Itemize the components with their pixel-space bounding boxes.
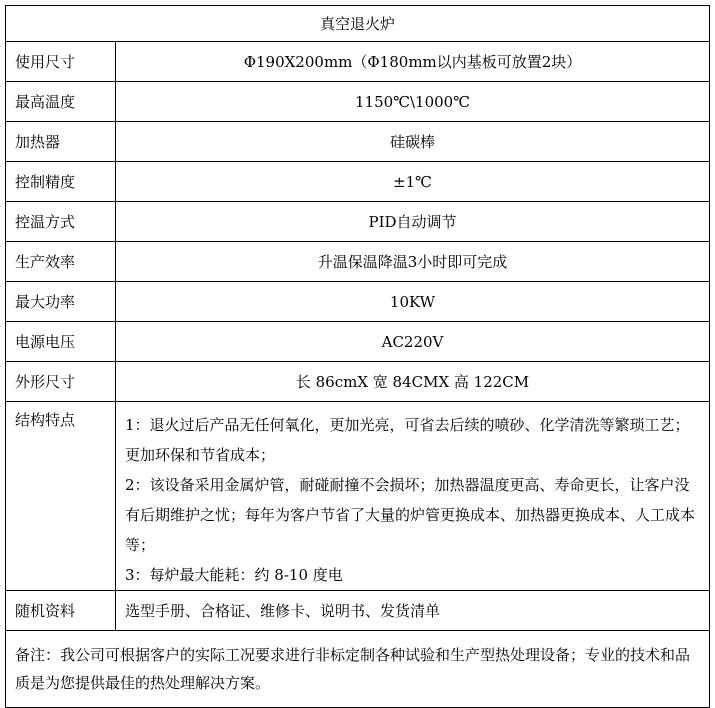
row-value-dimensions: 长 86cmX 宽 84CMX 高 122CM [116,362,710,402]
row-value-accuracy: ±1℃ [116,162,710,202]
row-label-control-mode: 控温方式 [6,202,116,242]
row-value-max-temp: 1150℃\1000℃ [116,82,710,122]
row-label-voltage: 电源电压 [6,322,116,362]
table-row [6,42,710,82]
features-row [6,402,710,591]
table-title-row [6,6,710,42]
row-value-heater: 硅碳棒 [116,122,710,162]
table-row [6,122,710,162]
row-label-power: 最大功率 [6,282,116,322]
row-label-dimensions: 外形尺寸 [6,362,116,402]
accessories-label: 随机资料 [6,591,116,631]
table-title: 真空退火炉 [6,6,710,42]
feature-item: 2：该设备采用金属炉管，耐碰耐撞不会损坏；加热器温度更高、寿命更长，让客户没有后期维护之忧；每年为客户节省了大量的炉管更换成本、加热器更换成本、人工成本等； [125,476,696,554]
features-list [116,402,710,591]
feature-item: 1：退火过后产品无任何氧化，更加光亮，可省去后续的喷砂、化学清洗等繁琐工艺；更加环保和节省成本； [125,416,690,464]
table-row [6,242,710,282]
table-row [6,202,710,242]
note-row [6,631,710,708]
note-text: 备注：我公司可根据客户的实际工况要求进行非标定制各种试验和生产型热处理设备；专业的技术和品质是为您提供最佳的热处理解决方案。 [6,631,710,708]
spec-table [5,5,710,708]
row-label-size: 使用尺寸 [6,42,116,82]
row-value-voltage: AC220V [116,322,710,362]
accessories-value: 选型手册、合格证、维修卡、说明书、发货清单 [116,591,710,631]
table-row [6,322,710,362]
feature-item: 3：每炉最大能耗：约 8-10 度电 [125,566,343,584]
row-value-size: Φ190X200mm（Φ180mm以内基板可放置2块） [116,42,710,82]
row-value-control-mode: PID自动调节 [116,202,710,242]
accessories-row [6,591,710,631]
table-row [6,282,710,322]
row-label-max-temp: 最高温度 [6,82,116,122]
row-label-heater: 加热器 [6,122,116,162]
row-value-power: 10KW [116,282,710,322]
table-row [6,162,710,202]
table-row [6,362,710,402]
row-label-accuracy: 控制精度 [6,162,116,202]
features-label: 结构特点 [6,402,116,591]
row-value-efficiency: 升温保温降温3小时即可完成 [116,242,710,282]
table-row [6,82,710,122]
row-label-efficiency: 生产效率 [6,242,116,282]
